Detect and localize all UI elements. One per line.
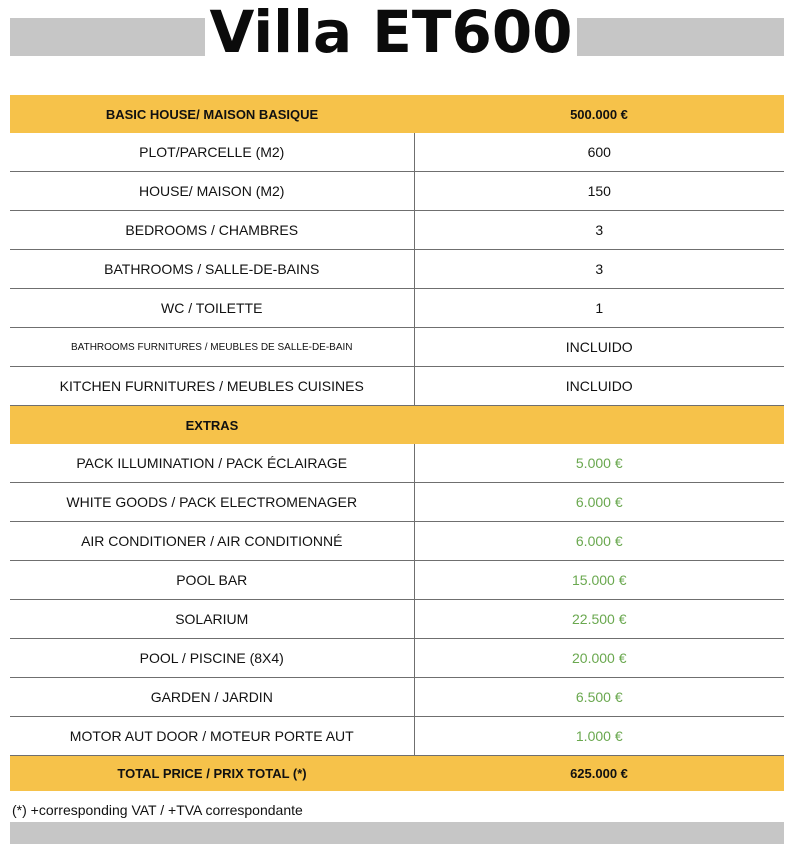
row-label: HOUSE/ MAISON (M2) bbox=[10, 172, 414, 211]
row-value: 1 bbox=[414, 289, 784, 328]
row-value: INCLUIDO bbox=[414, 367, 784, 406]
table-row bbox=[10, 483, 784, 522]
row-label: BATHROOMS FURNITURES / MEUBLES DE SALLE-DE-BAIN bbox=[10, 328, 414, 367]
extra-price: 1.000 € bbox=[414, 717, 784, 756]
bottom-band bbox=[10, 822, 784, 844]
extra-label: WHITE GOODS / PACK ELECTROMENAGER bbox=[10, 483, 414, 522]
table-row bbox=[10, 133, 784, 172]
extras-header-value bbox=[414, 406, 784, 445]
extra-label: MOTOR AUT DOOR / MOTEUR PORTE AUT bbox=[10, 717, 414, 756]
row-label: WC / TOILETTE bbox=[10, 289, 414, 328]
extra-price: 6.500 € bbox=[414, 678, 784, 717]
page-title-wrap bbox=[0, 0, 782, 64]
table-row bbox=[10, 522, 784, 561]
extras-header-label: EXTRAS bbox=[10, 406, 414, 445]
extra-label: SOLARIUM bbox=[10, 600, 414, 639]
row-label: KITCHEN FURNITURES / MEUBLES CUISINES bbox=[10, 367, 414, 406]
extra-price: 20.000 € bbox=[414, 639, 784, 678]
table-row bbox=[10, 328, 784, 367]
extra-price: 5.000 € bbox=[414, 444, 784, 483]
extra-price: 6.000 € bbox=[414, 483, 784, 522]
table-row bbox=[10, 717, 784, 756]
row-value: 600 bbox=[414, 133, 784, 172]
table-row bbox=[10, 600, 784, 639]
page-title: Villa ET600 bbox=[205, 0, 576, 66]
row-label: BATHROOMS / SALLE-DE-BAINS bbox=[10, 250, 414, 289]
extra-label: PACK ILLUMINATION / PACK ÉCLAIRAGE bbox=[10, 444, 414, 483]
total-label: TOTAL PRICE / PRIX TOTAL (*) bbox=[10, 756, 414, 792]
price-table bbox=[10, 95, 784, 791]
table-row bbox=[10, 289, 784, 328]
row-value: 3 bbox=[414, 250, 784, 289]
extra-price: 6.000 € bbox=[414, 522, 784, 561]
row-value: 150 bbox=[414, 172, 784, 211]
row-value: 3 bbox=[414, 211, 784, 250]
table-row bbox=[10, 172, 784, 211]
header-value: 500.000 € bbox=[414, 95, 784, 133]
table-row bbox=[10, 211, 784, 250]
total-value: 625.000 € bbox=[414, 756, 784, 792]
table-row bbox=[10, 639, 784, 678]
extra-label: POOL BAR bbox=[10, 561, 414, 600]
header-row bbox=[10, 95, 784, 133]
footnote: (*) +corresponding VAT / +TVA correspondante bbox=[12, 802, 303, 818]
extra-label: AIR CONDITIONER / AIR CONDITIONNÉ bbox=[10, 522, 414, 561]
extra-price: 22.500 € bbox=[414, 600, 784, 639]
table-row bbox=[10, 678, 784, 717]
row-value: INCLUIDO bbox=[414, 328, 784, 367]
table-row bbox=[10, 561, 784, 600]
table-row bbox=[10, 444, 784, 483]
extra-label: GARDEN / JARDIN bbox=[10, 678, 414, 717]
table-row bbox=[10, 250, 784, 289]
table-row bbox=[10, 367, 784, 406]
extra-price: 15.000 € bbox=[414, 561, 784, 600]
header-label: BASIC HOUSE/ MAISON BASIQUE bbox=[10, 95, 414, 133]
extra-label: POOL / PISCINE (8X4) bbox=[10, 639, 414, 678]
total-row bbox=[10, 756, 784, 792]
row-label: BEDROOMS / CHAMBRES bbox=[10, 211, 414, 250]
extras-header-row bbox=[10, 406, 784, 445]
row-label: PLOT/PARCELLE (M2) bbox=[10, 133, 414, 172]
